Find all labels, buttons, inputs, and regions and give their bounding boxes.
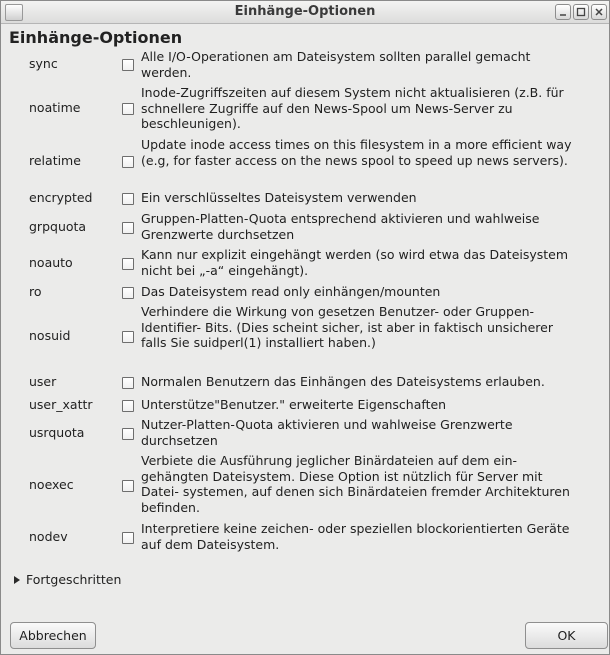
option-description-sync: Alle I/O-Operationen am Dateisystem sollten parallel gemacht werden. [141,49,531,80]
checkbox-ro[interactable] [122,287,134,299]
option-description-noauto: Kann nur explizit eingehängt werden (so wird etwa das Dateisystem nicht bei „-a“ eingehängt). [141,247,569,278]
option-label-grpquota: grpquota [29,219,87,234]
expander-label: Fortgeschritten [26,572,122,587]
title-bar[interactable] [1,1,609,24]
option-label-ro: ro [29,284,42,299]
triangle-right-icon [13,575,21,585]
option-description-nosuid: Verhindere die Wirkung von gesetzen Benutzer- oder Gruppen-Identifier- Bits. (Dies scheint sicher, ist aber in faktisch unsicherer falls Sie suidperl(1) installiert haben.) [141,304,553,350]
ok-button[interactable]: OK [525,622,608,649]
minimize-button[interactable] [555,4,571,20]
option-label-noatime: noatime [29,100,81,115]
checkbox-user-xattr[interactable] [122,400,134,412]
checkbox-nodev[interactable] [122,532,134,544]
option-label-user: user [29,374,57,389]
option-label-sync: sync [29,56,58,71]
option-description-nodev: Interpretiere keine zeichen- oder speziellen blockorientierten Geräte auf dem Dateisystem. [141,521,570,552]
checkbox-noatime[interactable] [122,103,134,115]
option-label-relatime: relatime [29,153,81,168]
option-label-nosuid: nosuid [29,328,71,343]
maximize-button[interactable] [573,4,589,20]
checkbox-user[interactable] [122,377,134,389]
option-description-user: Normalen Benutzern das Einhängen des Dateisystems erlauben. [141,374,545,389]
option-description-relatime: Update inode access times on this filesystem in a more efficient way (e.g, for faster access on the news spool to speed up news servers). [141,137,572,168]
option-label-usrquota: usrquota [29,425,85,440]
minimize-icon [558,7,568,17]
option-label-encrypted: encrypted [29,190,93,205]
checkbox-encrypted[interactable] [122,193,134,205]
option-description-user-xattr: Unterstütze"Benutzer." erweiterte Eigenschaften [141,397,447,412]
window-title: Einhänge-Optionen [234,4,376,19]
cancel-button[interactable]: Abbrechen [10,622,96,649]
checkbox-noexec[interactable] [122,480,134,492]
checkbox-relatime[interactable] [122,156,134,168]
checkbox-nosuid[interactable] [122,331,134,343]
option-label-noexec: noexec [29,477,74,492]
option-label-nodev: nodev [29,529,68,544]
option-description-usrquota: Nutzer-Platten-Quota aktivieren und wahlweise Grenzwerte durchsetzen [141,417,513,448]
close-icon [594,7,604,17]
checkbox-noauto[interactable] [122,258,134,270]
page-title: Einhänge-Optionen [9,28,183,47]
checkbox-grpquota[interactable] [122,222,134,234]
option-label-user-xattr: user_xattr [29,397,93,412]
close-button[interactable] [591,4,607,20]
option-description-noexec: Verbiete die Ausführung jeglicher Binärdateien auf dem ein-gehängten Dateisystem. Diese Option ist nützlich für Server mit Datei- systemen, auf denen sich Binärdateien fremder Architekturen befinden. [141,453,570,515]
option-description-ro: Das Dateisystem read only einhängen/mounten [141,284,441,299]
option-label-noauto: noauto [29,255,73,270]
option-description-noatime: Inode-Zugriffszeiten auf diesem System nicht aktualisieren (z.B. für schnellere Zugriffe auf den News-Spool um News-Server zu beschleunigen). [141,85,564,131]
maximize-icon [576,7,586,17]
checkbox-usrquota[interactable] [122,428,134,440]
option-description-grpquota: Gruppen-Platten-Quota entsprechend aktivieren und wahlweise Grenzwerte durchsetzen [141,211,540,242]
advanced-expander[interactable] [13,572,121,587]
checkbox-sync[interactable] [122,59,134,71]
option-description-encrypted: Ein verschlüsseltes Dateisystem verwenden [141,190,417,205]
